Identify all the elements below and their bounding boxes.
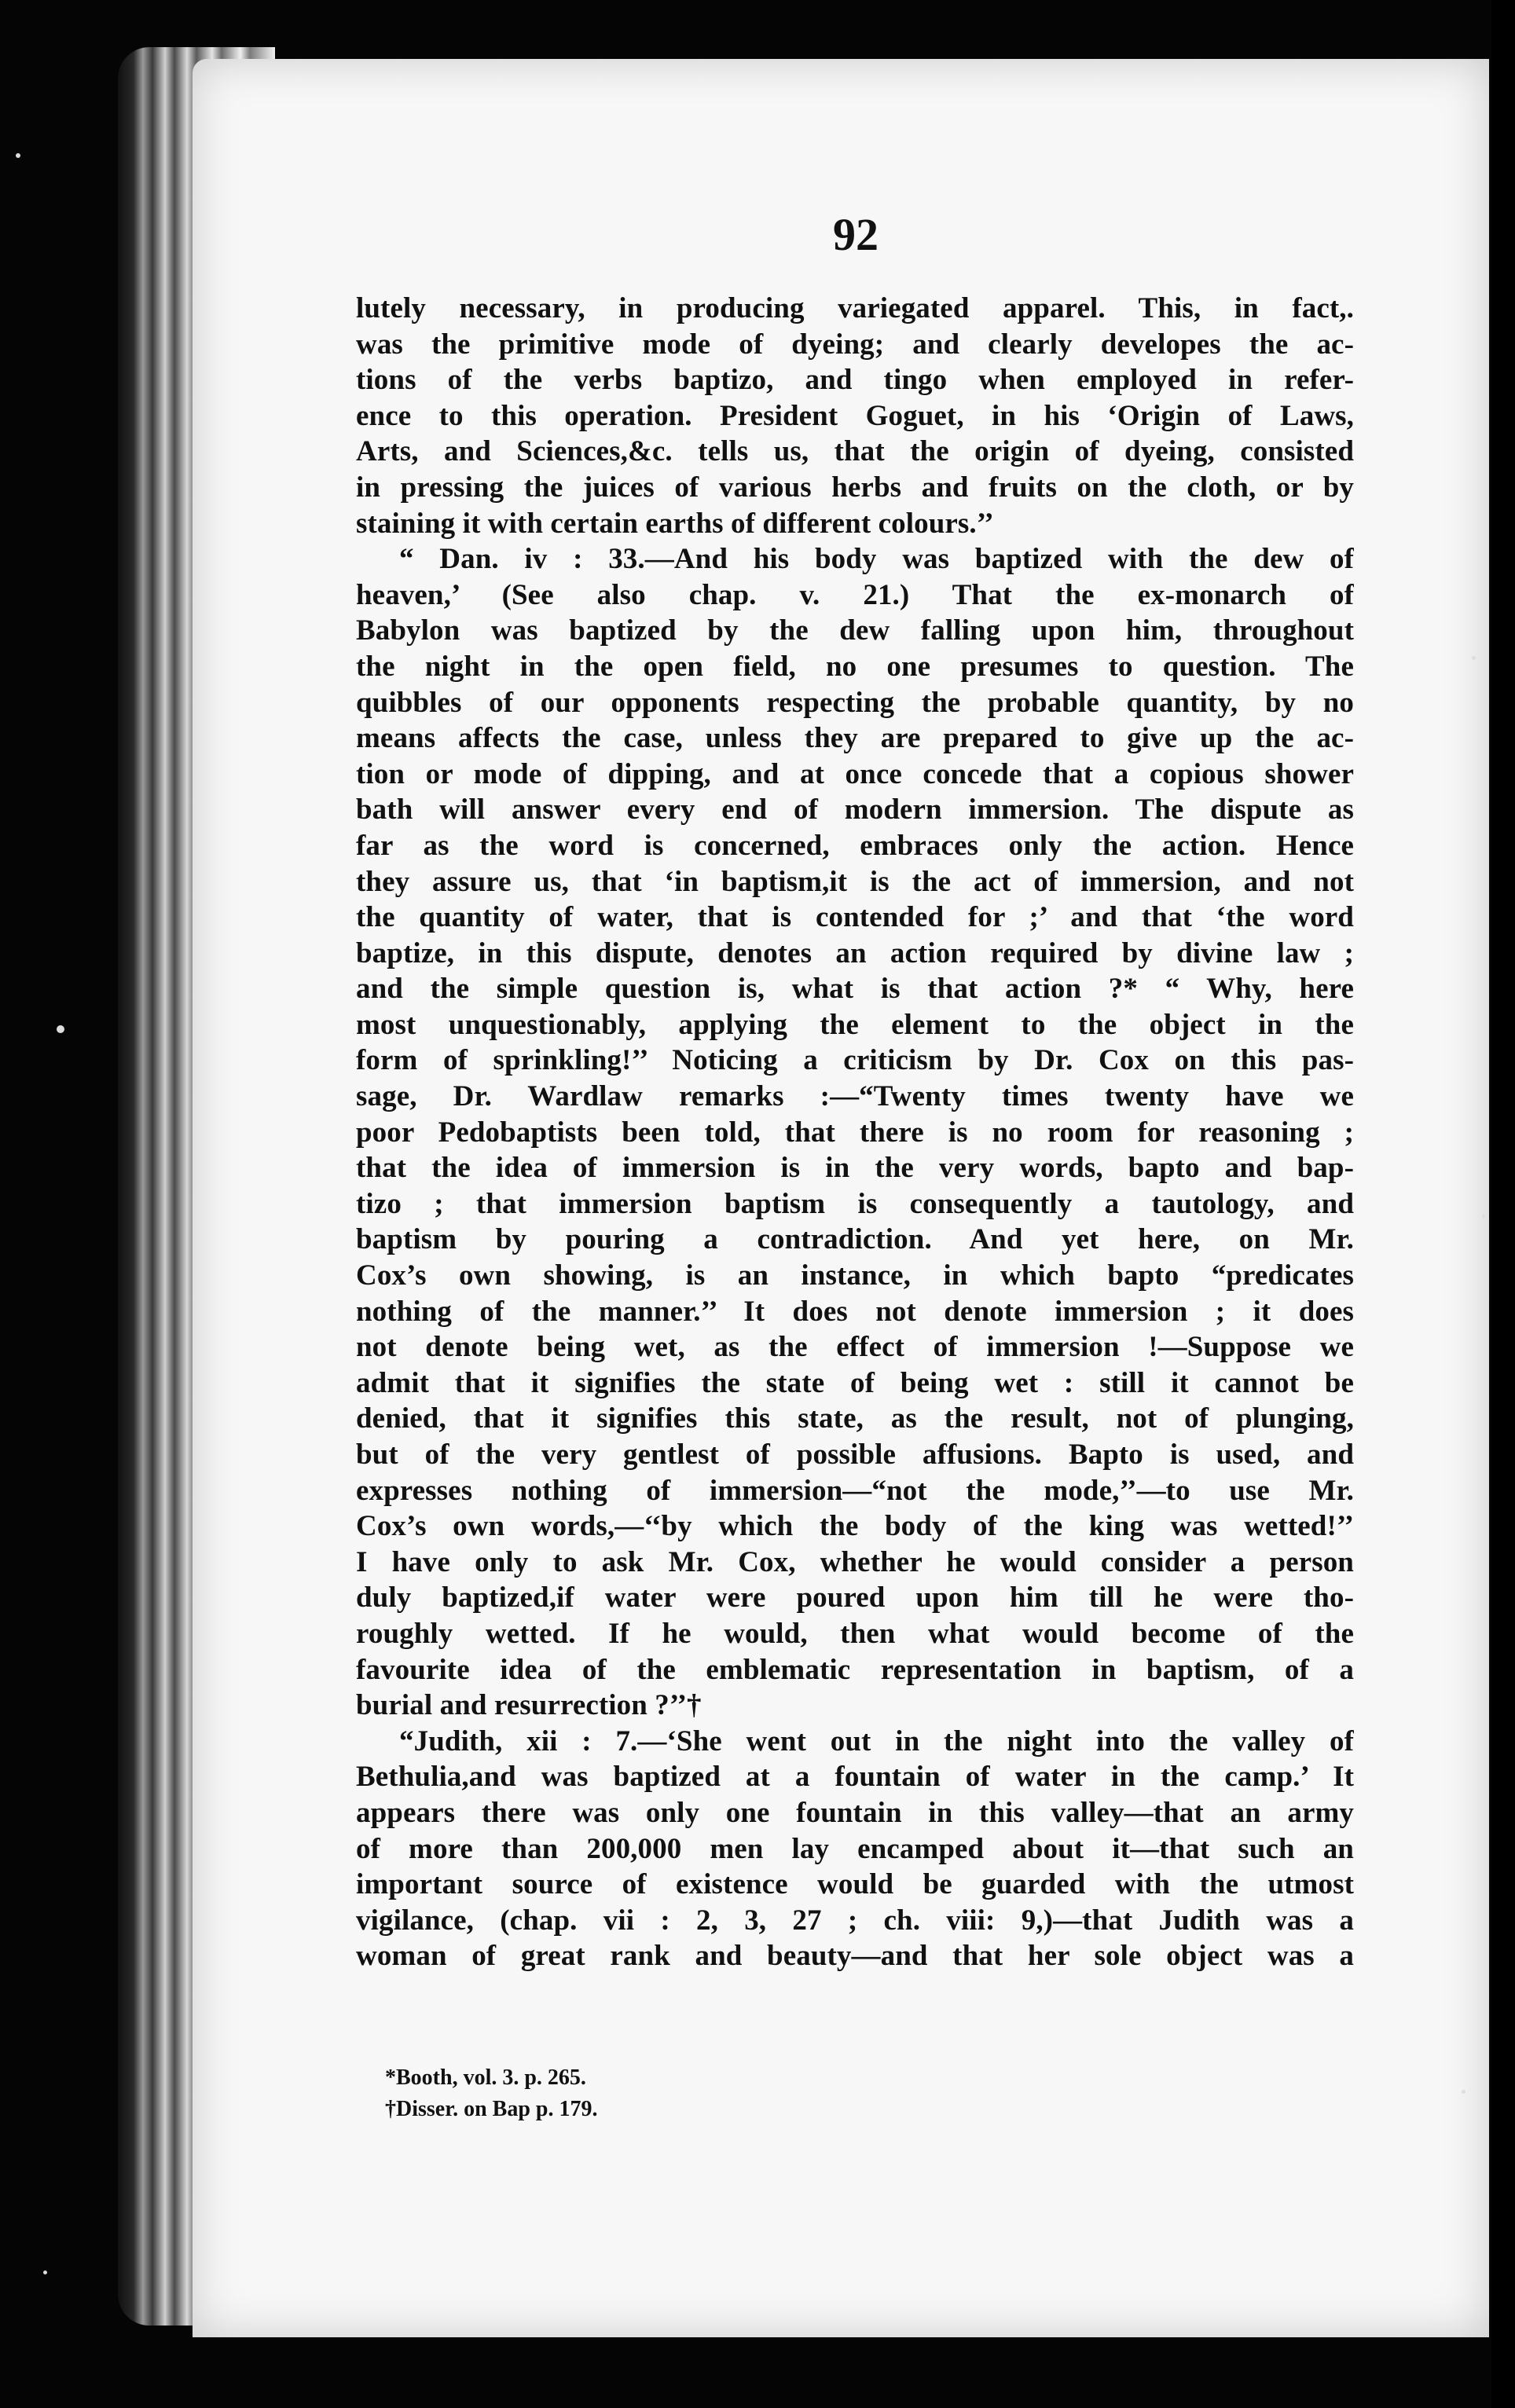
text-line: lutely necessary, in producing variegated apparel. This, in fact,. [356, 292, 1354, 324]
text-line: heaven,’ (See also chap. v. 21.) That the ex-monarch of [356, 578, 1354, 611]
text-line: tion or mode of dipping, and at once concede that a copious shower [356, 757, 1354, 790]
text-line: the quantity of water, that is contended for ;’ and that ‘the word [356, 901, 1354, 934]
text-line: nothing of the manner.’’ It does not denote immersion ; it does [356, 1295, 1354, 1328]
text-line: of more than 200,000 men lay encamped about it—that such an [356, 1832, 1354, 1865]
text-line: the night in the open field, no one presumes to question. The [356, 650, 1354, 683]
footnote: †Disser. on Bap p. 179. [385, 2097, 598, 2121]
text-line: baptism by pouring a contradiction. And yet here, on Mr. [356, 1223, 1354, 1256]
text-line: poor Pedobaptists been told, that there is no room for reasoning ; [356, 1116, 1354, 1149]
text-line: expresses nothing of immersion—“not the mode,’’—to use Mr. [356, 1474, 1354, 1507]
text-line: quibbles of our opponents respecting the probable quantity, by no [356, 686, 1354, 719]
text-line: important source of existence would be guarded with the utmost [356, 1868, 1354, 1901]
text-line: vigilance, (chap. vii : 2, 3, 27 ; ch. viii: 9,)—that Judith was a [356, 1904, 1354, 1937]
footnote: *Booth, vol. 3. p. 265. [385, 2065, 586, 2090]
text-line: but of the very gentlest of possible affusions. Bapto is used, and [356, 1439, 1354, 1471]
text-line: means affects the case, unless they are prepared to give up the ac- [356, 722, 1354, 755]
text-line: Cox’s own words,—‘‘by which the body of the king was wetted!’’ [356, 1510, 1354, 1543]
text-line: tions of the verbs baptizo, and tingo when employed in refer- [356, 364, 1354, 397]
page-number: 92 [833, 209, 879, 260]
text-line: denied, that it signifies this state, as the result, not of plunging, [356, 1402, 1354, 1435]
text-line: woman of great rank and beauty—and that her sole object was a [356, 1940, 1354, 1973]
text-line: admit that it signifies the state of being wet : still it cannot be [356, 1366, 1354, 1399]
text-line: appears there was only one fountain in this valley—that an army [356, 1796, 1354, 1829]
text-line: Cox’s own showing, is an instance, in which bapto “predicates [356, 1259, 1354, 1292]
text-line: duly baptized,if water were poured upon him till he were tho- [356, 1582, 1354, 1614]
text-line: “Judith, xii : 7.—‘She went out in the night into the valley of [399, 1724, 1354, 1757]
text-line: that the idea of immersion is in the very words, bapto and bap- [356, 1152, 1354, 1185]
text-line: far as the word is concerned, embraces only the action. Hence [356, 829, 1354, 862]
text-line: I have only to ask Mr. Cox, whether he would consider a person [356, 1545, 1354, 1578]
text-line: roughly wetted. If he would, then what would become of the [356, 1617, 1354, 1650]
text-line: Babylon was baptized by the dew falling upon him, throughout [356, 614, 1354, 647]
text-line: they assure us, that ‘in baptism,it is the act of immersion, and not [356, 865, 1354, 898]
text-line: most unquestionably, applying the element to the object in the [356, 1008, 1354, 1041]
text-line: burial and resurrection ?’’† [356, 1689, 702, 1722]
body-text [356, 291, 1354, 1974]
footnotes [385, 2062, 597, 2125]
text-line: sage, Dr. Wardlaw remarks :—“Twenty times twenty have we [356, 1080, 1354, 1113]
text-line: Arts, and Sciences,&c. tells us, that the origin of dyeing, consisted [356, 435, 1354, 468]
text-line: ence to this operation. President Goguet, in his ‘Origin of Laws, [356, 399, 1354, 432]
text-line: was the primitive mode of dyeing; and clearly developes the ac- [356, 328, 1354, 361]
text-line: tizo ; that immersion baptism is consequently a tautology, and [356, 1187, 1354, 1220]
text-line: and the simple question is, what is that action ?* “ Why, here [356, 973, 1354, 1006]
scan-border [1491, 0, 1515, 2408]
text-line: staining it with certain earths of different colours.’’ [356, 507, 994, 540]
text-line: bath will answer every end of modern immersion. The dispute as [356, 794, 1354, 826]
text-line: baptize, in this dispute, denotes an action required by divine law ; [356, 936, 1354, 969]
text-line: “ Dan. iv : 33.—And his body was baptized with the dew of [399, 543, 1354, 576]
text-line: Bethulia,and was baptized at a fountain of water in the camp.’ It [356, 1761, 1354, 1794]
text-line: not denote being wet, as the effect of immersion !—Suppose we [356, 1331, 1354, 1364]
text-line: form of sprinkling!’’ Noticing a criticism by Dr. Cox on this pas- [356, 1044, 1354, 1077]
text-line: favourite idea of the emblematic representation in baptism, of a [356, 1653, 1354, 1686]
text-line: in pressing the juices of various herbs and fruits on the cloth, or by [356, 471, 1354, 504]
